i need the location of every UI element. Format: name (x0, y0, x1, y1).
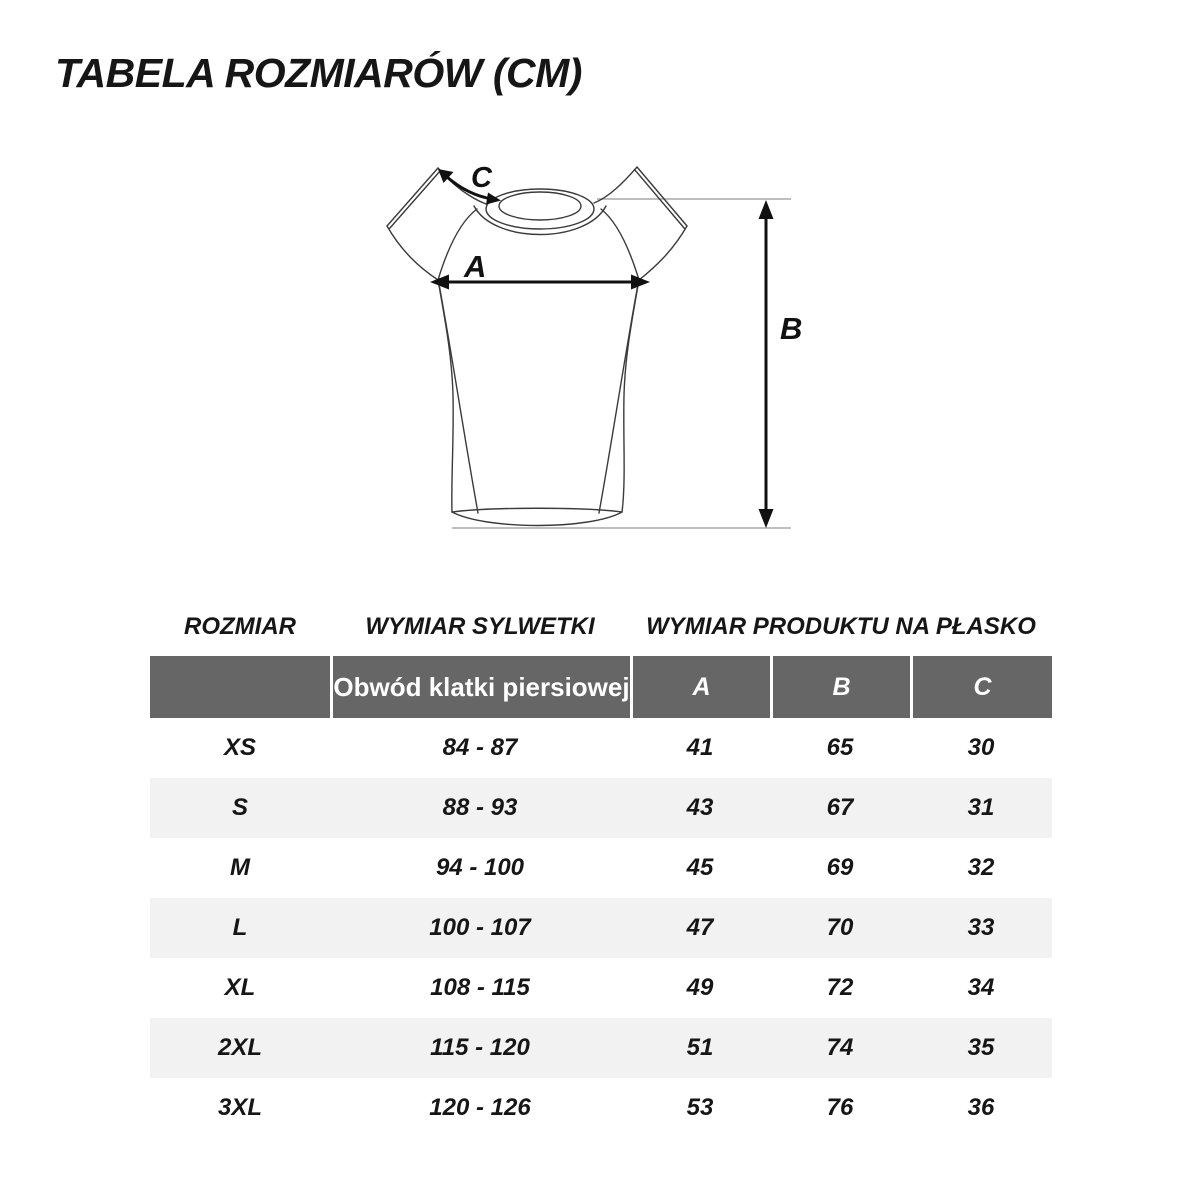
table-row-3xl (150, 1078, 1052, 1138)
cell-size: M (230, 854, 250, 881)
cell-c: 34 (967, 974, 995, 1001)
cell-c: 30 (967, 734, 995, 761)
cell-c: 31 (967, 794, 995, 821)
cell-size: 2XL (217, 1034, 262, 1061)
cell-b: 67 (826, 794, 854, 821)
cell-b: 70 (826, 914, 854, 941)
header-cell-a: A (630, 656, 770, 718)
table-header-row (150, 656, 1052, 718)
cell-size: L (232, 914, 248, 941)
cell-b: 76 (826, 1094, 854, 1121)
cell-a: 47 (686, 914, 714, 941)
table-row-2xl (150, 1018, 1052, 1078)
group-header-body: WYMIAR SYLWETKI (365, 613, 595, 640)
cell-size: XS (223, 734, 256, 761)
cell-a: 53 (686, 1094, 714, 1121)
cell-a: 51 (686, 1034, 714, 1061)
cell-b: 65 (826, 734, 854, 761)
cell-c: 36 (967, 1094, 995, 1121)
dimension-arrow-b (759, 200, 774, 528)
cell-b: 69 (826, 854, 854, 881)
header-cell-chest: Obwód klatki piersiowej (330, 656, 630, 718)
cell-a: 43 (686, 794, 714, 821)
label-c: C (471, 162, 492, 194)
table-row-l (150, 898, 1052, 958)
tshirt-measurement-diagram (350, 140, 810, 560)
label-a: A (464, 249, 487, 284)
group-header-product: WYMIAR PRODUKTU NA PŁASKO (646, 613, 1036, 640)
cell-chest: 100 - 107 (429, 914, 531, 941)
cell-chest: 108 - 115 (430, 974, 530, 1001)
cell-chest: 115 - 120 (430, 1034, 530, 1061)
page-title: TABELA ROZMIARÓW (CM) (55, 50, 582, 96)
cell-c: 32 (967, 854, 995, 881)
group-header-size: ROZMIAR (184, 613, 296, 640)
reference-lines (452, 199, 791, 528)
cell-size: 3XL (217, 1094, 262, 1121)
cell-chest: 88 - 93 (442, 794, 518, 821)
size-table (150, 606, 1052, 1138)
cell-chest: 120 - 126 (429, 1094, 531, 1121)
dimension-arrow-a (430, 275, 650, 290)
cell-b: 72 (826, 974, 854, 1001)
cell-chest: 94 - 100 (435, 854, 525, 881)
cell-c: 33 (967, 914, 995, 941)
table-row-xl (150, 958, 1052, 1018)
cell-chest: 84 - 87 (442, 734, 518, 761)
cell-size: XL (224, 974, 256, 1001)
cell-a: 45 (686, 854, 714, 881)
cell-size: S (231, 794, 248, 821)
header-cell-b: B (770, 656, 910, 718)
cell-b: 74 (826, 1034, 854, 1061)
cell-a: 41 (686, 734, 714, 761)
table-group-headers (150, 606, 1052, 648)
table-row-xs (150, 718, 1052, 778)
header-cell-c: C (910, 656, 1052, 718)
header-cell-size (150, 656, 330, 718)
table-row-s (150, 778, 1052, 838)
cell-c: 35 (967, 1034, 995, 1061)
tshirt-outline (387, 167, 687, 526)
label-b: B (780, 311, 803, 346)
table-row-m (150, 838, 1052, 898)
cell-a: 49 (686, 974, 714, 1001)
